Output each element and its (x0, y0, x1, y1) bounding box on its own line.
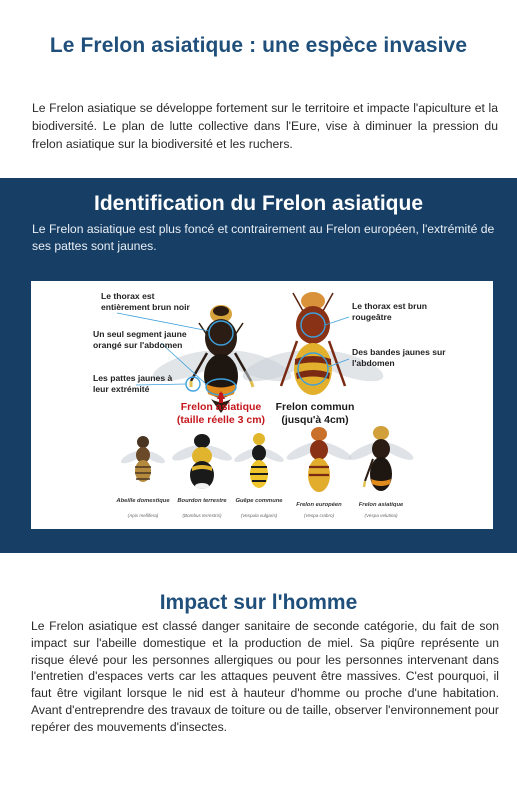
insect-latin: (Apis mellifera) (127, 513, 159, 518)
insect-latin: (Vespa velutina) (364, 513, 398, 518)
honeybee-image (119, 436, 166, 482)
asian-hornet-name: Frelon asiatique (180, 401, 262, 413)
insect-caption: Abeille domestique (116, 498, 170, 504)
european-hornet-small-image (285, 427, 354, 492)
common-hornet-caption (275, 401, 355, 426)
intro-paragraph: Le Frelon asiatique se développe fortement sur le territoire et impacte l'apiculture et la biodiversité. Le plan de lutte collective dans l'Eure, vise à diminuer la pression du frelon asiatique sur la biodiversité et les ruchers. (32, 101, 498, 151)
label-thorax-noir: Le thorax est entièrement brun noir (101, 291, 190, 312)
label-thorax-brun: Le thorax est brun rougeâtre (352, 301, 427, 322)
identification-title: Identification du Frelon asiatique (93, 192, 424, 215)
insect-caption: Frelon asiatique (358, 502, 404, 508)
asian-hornet-caption (171, 401, 271, 426)
page-title: Le Frelon asiatique : une espèce invasive (49, 34, 468, 57)
asian-hornet-small-image (347, 426, 416, 491)
hornet-identification-figure (31, 281, 493, 529)
insect-caption: Guêpe commune (235, 498, 283, 504)
insect-caption: Frelon européen (296, 502, 342, 508)
impact-paragraph: Le Frelon asiatique est classé danger sanitaire de seconde catégorie, du fait de son impact sur l'abeille domestique et la production de miel. Sa piqûre représente un risque élevé pour les personnes allergiques ou pour les personnes intervenant dans l'entretien d'espaces verts car les attaques peuvent être massives. C'est pourquoi, il faut être vigilant lorsque le nid est à hauteur d'homme ou proche d'une habitation. Avant d'entreprendre des travaux de toiture ou de taille, observer l'environnement pour repérer des mouvements d'insectes. (31, 619, 499, 734)
identification-text: Le Frelon asiatique est plus foncé et contrairement au Frelon européen, l'extrémité de ses pattes sont jaunes. (32, 222, 495, 253)
common-wasp-image (233, 433, 286, 488)
insect-latin: (Bombus terrestris) (182, 513, 222, 518)
bumblebee-image (170, 434, 233, 489)
label-bandes-jaunes: Des bandes jaunes sur l'abdomen (352, 347, 446, 368)
common-hornet-name: Frelon commun (275, 401, 355, 413)
label-pattes-jaunes: Les pattes jaunes à leur extrémité (93, 373, 173, 394)
impact-title: Impact sur l'homme (159, 591, 358, 614)
label-segment-jaune: Un seul segment jaune orangé sur l'abdomen (93, 329, 187, 350)
common-hornet-size: (jusqu'à 4cm) (281, 413, 349, 426)
asian-hornet-size: (taille réelle 3 cm) (176, 413, 266, 426)
insect-caption: Bourdon terrestre (177, 498, 227, 504)
insect-latin: (Vespula vulgaris) (240, 513, 278, 518)
insect-latin: (Vespa crabro) (303, 513, 335, 518)
